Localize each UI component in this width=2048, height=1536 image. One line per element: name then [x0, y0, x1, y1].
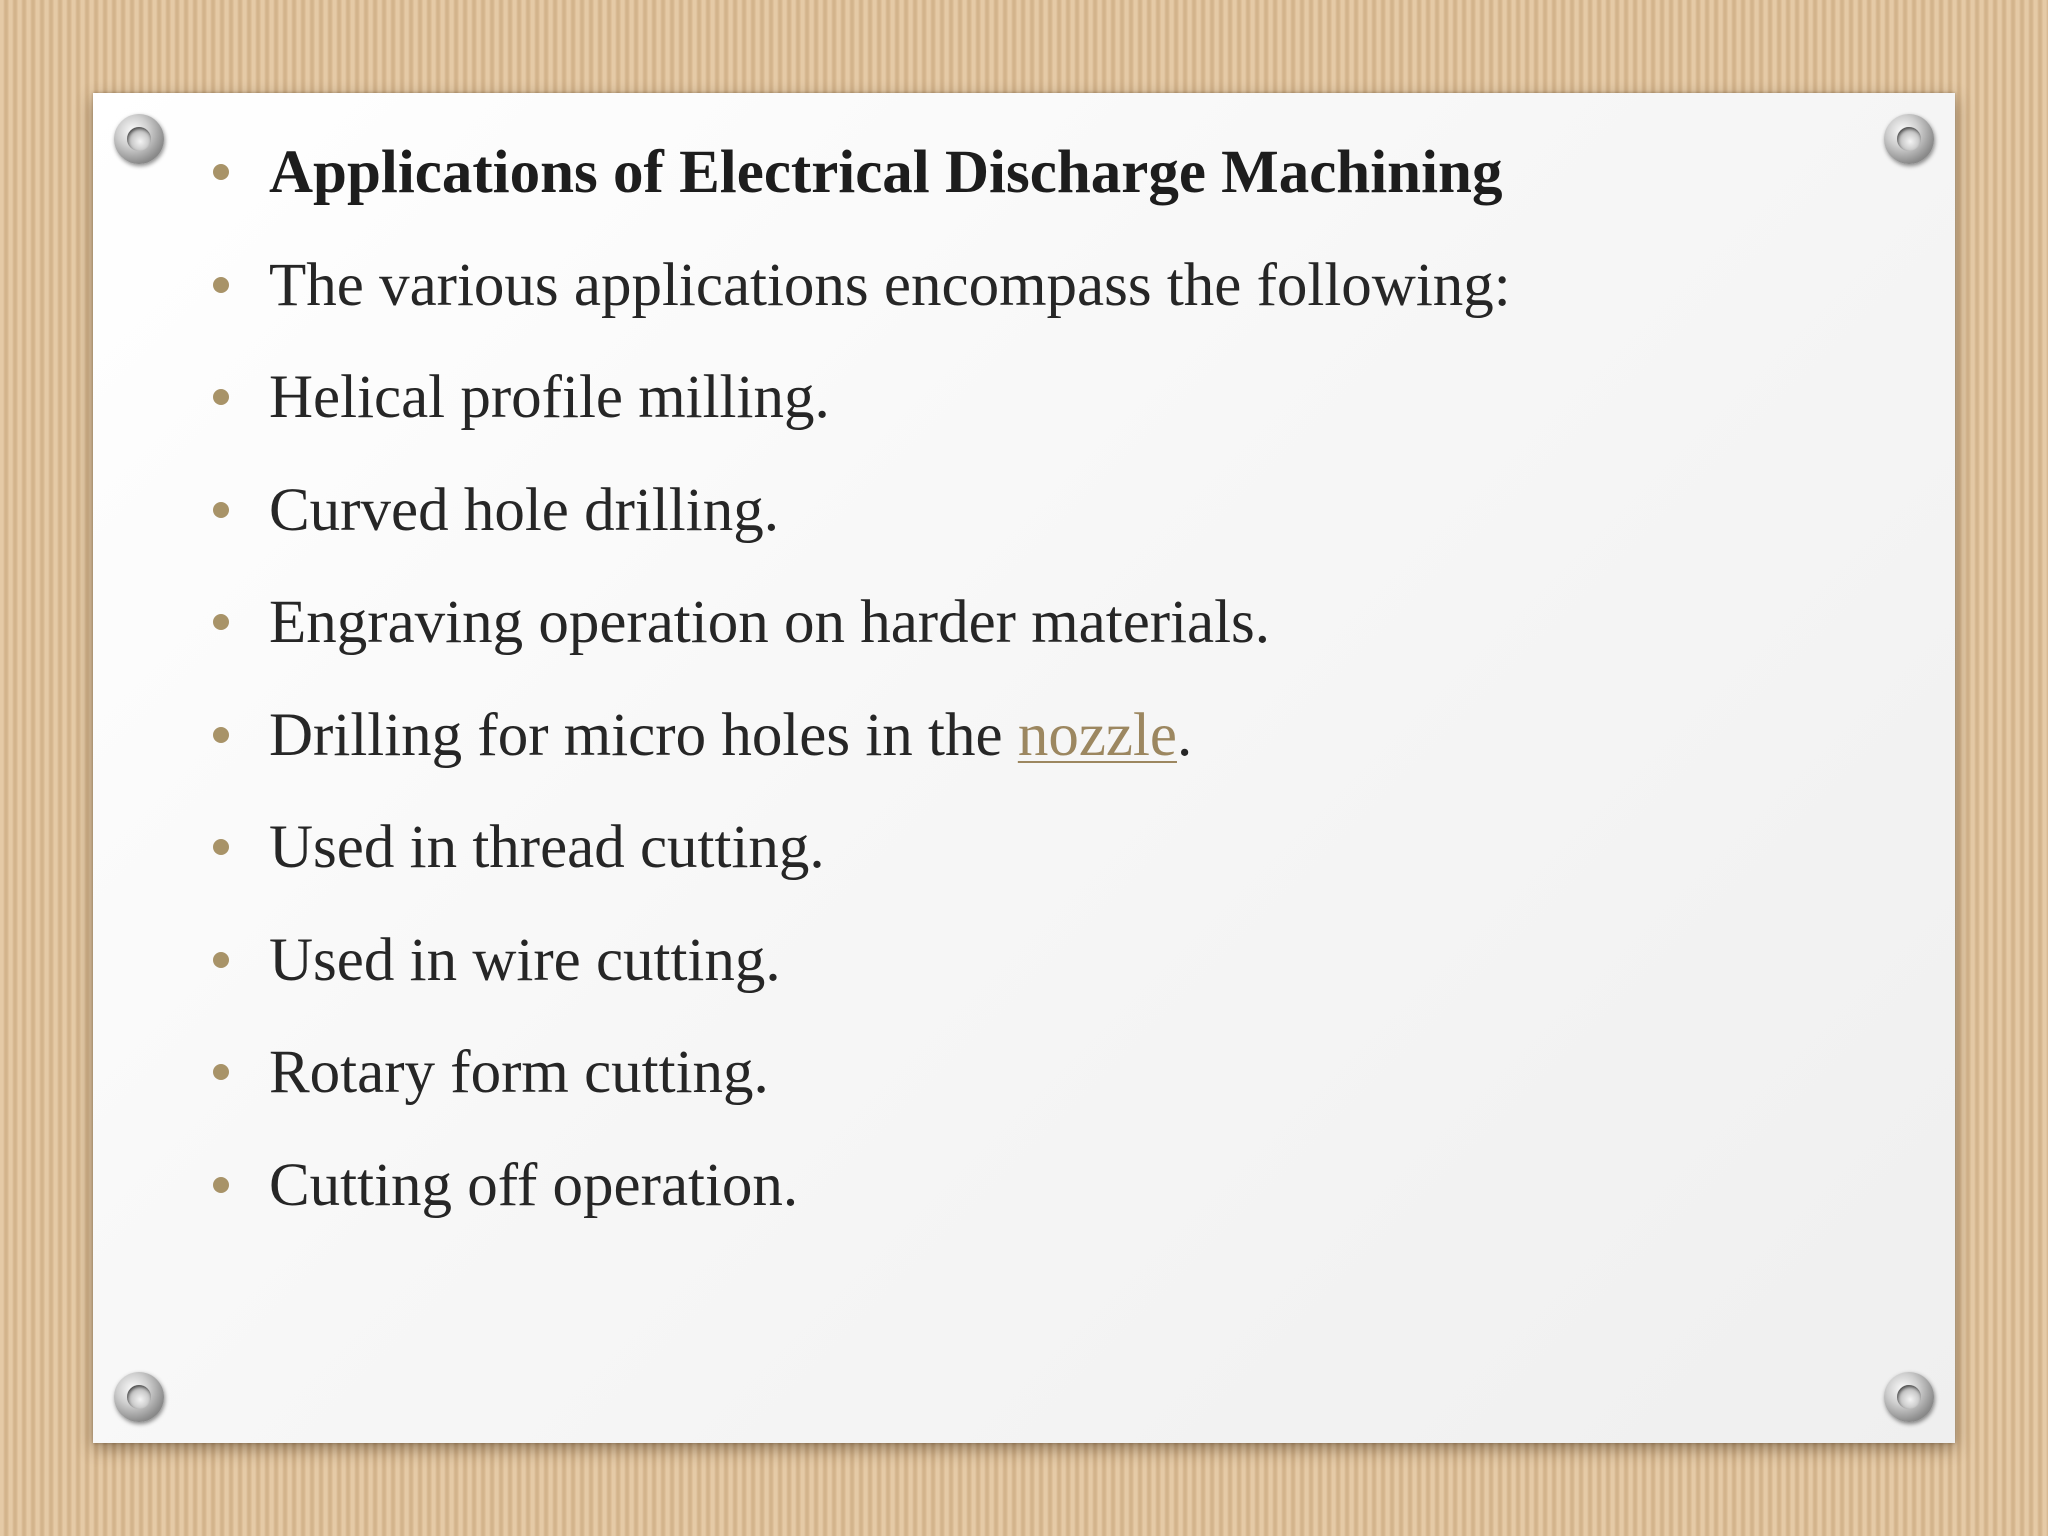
bullet-icon	[213, 952, 229, 968]
bullet-list	[209, 123, 1809, 1248]
list-item-text: Curved hole drilling.	[269, 476, 779, 544]
list-item-drilling	[209, 686, 1809, 799]
grommet-icon	[1884, 114, 1934, 164]
list-item	[209, 798, 1809, 911]
list-item-text: Used in wire cutting.	[269, 926, 781, 994]
bullet-icon	[213, 164, 229, 180]
list-item	[209, 461, 1809, 574]
bullet-icon	[213, 614, 229, 630]
list-item-text: The various applications encompass the following:	[269, 251, 1511, 319]
list-item-text-end: .	[1176, 701, 1193, 769]
bullet-icon	[213, 839, 229, 855]
grommet-icon	[114, 114, 164, 164]
list-item-text: Cutting off operation.	[269, 1151, 799, 1219]
list-item	[209, 911, 1809, 1024]
heading-text: Applications of Electrical Discharge Machining	[269, 139, 1503, 206]
list-item-intro	[209, 236, 1809, 349]
list-item	[209, 1023, 1809, 1136]
grommet-icon	[1884, 1372, 1934, 1422]
slide-card	[93, 93, 1955, 1443]
bullet-icon	[213, 502, 229, 518]
list-item	[209, 573, 1809, 686]
list-item-text: Rotary form cutting.	[269, 1039, 769, 1106]
grommet-icon	[114, 1372, 164, 1422]
list-item	[209, 348, 1809, 461]
bullet-icon	[213, 1177, 229, 1193]
slide-heading	[209, 123, 1809, 236]
bullet-icon	[213, 727, 229, 743]
list-item	[209, 1136, 1809, 1249]
nozzle-link[interactable]: nozzle	[1017, 701, 1177, 769]
bullet-icon	[213, 389, 229, 405]
list-item-text: Drilling for micro holes in the	[269, 701, 1018, 769]
bullet-icon	[213, 277, 229, 293]
list-item-text: Helical profile milling.	[269, 364, 830, 431]
bullet-icon	[213, 1064, 229, 1080]
list-item-text: Engraving operation on harder materials.	[269, 589, 1271, 656]
list-item-text: Used in thread cutting.	[269, 814, 825, 881]
